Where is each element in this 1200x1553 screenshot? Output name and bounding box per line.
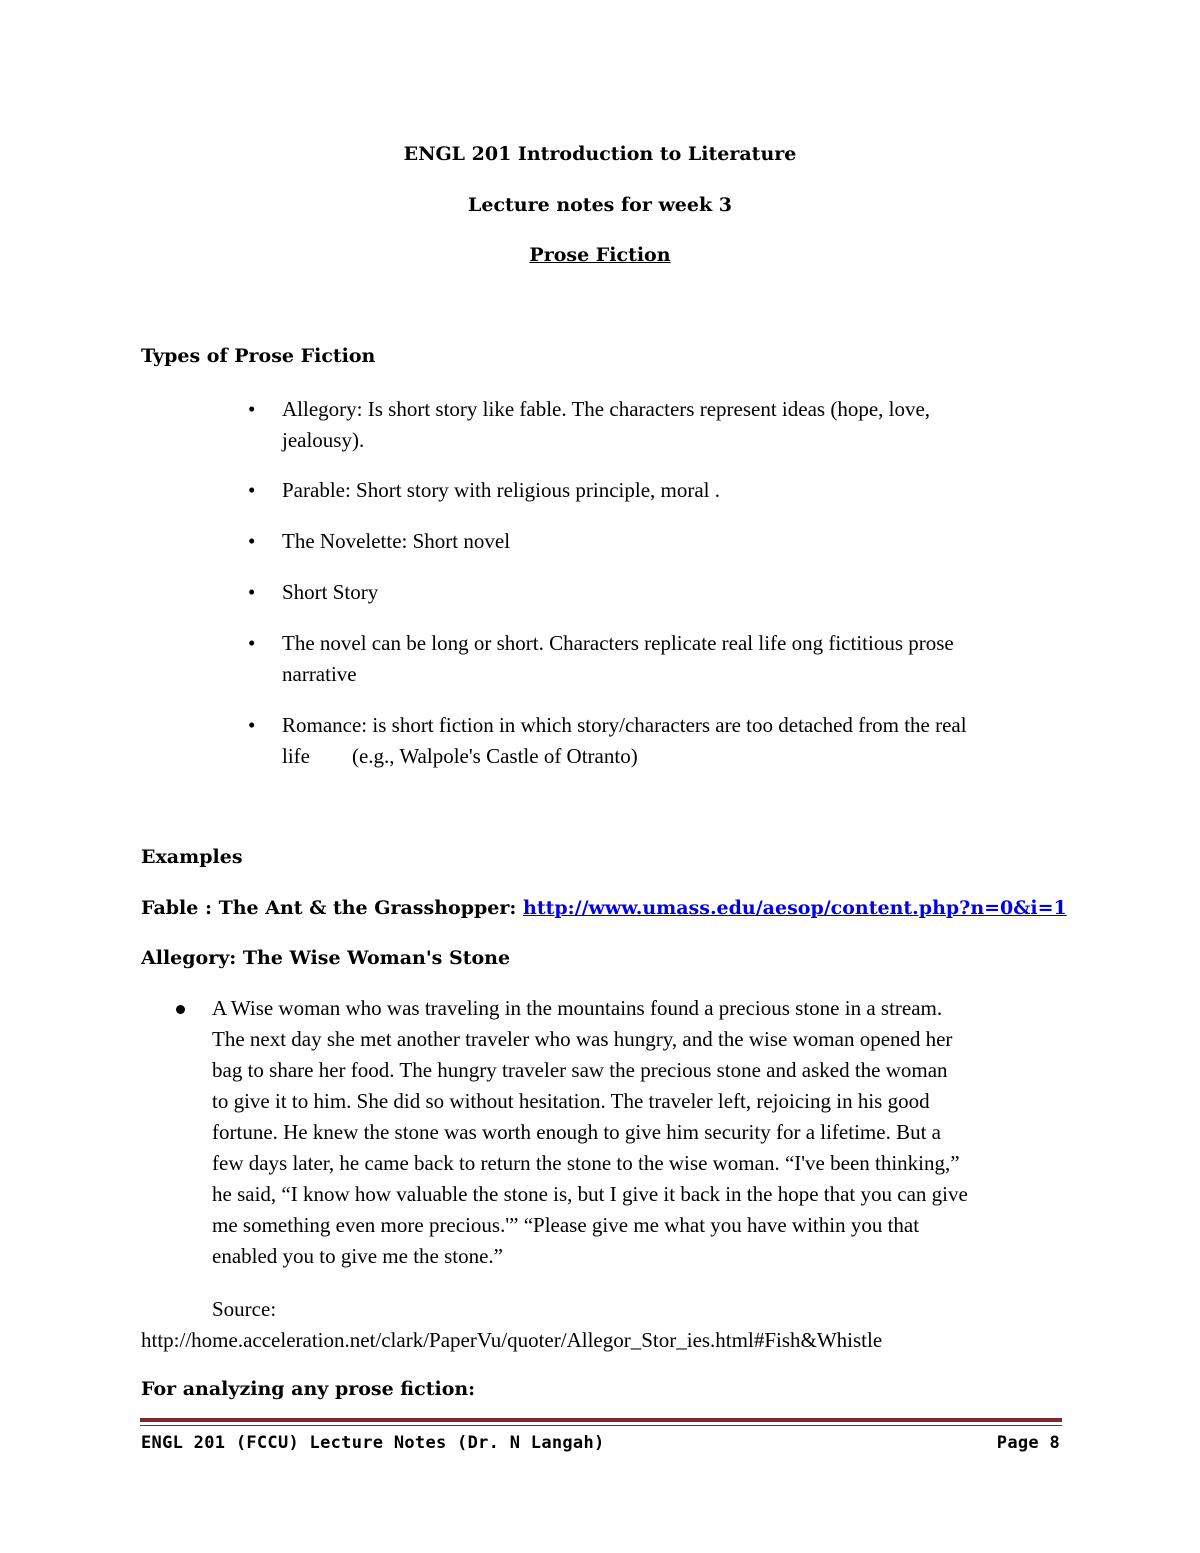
list-item-line: life (e.g., Walpole's Castle of Otranto) (282, 744, 638, 768)
source-label: Source: (212, 1297, 277, 1321)
list-item (244, 394, 1064, 452)
list-item-line: narrative (282, 662, 357, 686)
list-item (244, 628, 1064, 690)
story-block (170, 993, 1070, 1272)
bullet-icon: • (248, 631, 256, 655)
story-line: bag to share her food. The hungry traveler saw the precious stone and asked the woman (212, 1058, 948, 1082)
list-item-line: The Novelette: Short novel (282, 529, 511, 553)
footer-left: ENGL 201 (FCCU) Lecture Notes (Dr. N Langah) (141, 1433, 605, 1453)
footer-rule-thin (140, 1425, 1062, 1426)
examples-heading: Examples (141, 846, 243, 868)
story-line: fortune. He knew the stone was worth enough to give him security for a lifetime. But a (212, 1120, 941, 1144)
list-item-line: jealousy). (282, 428, 365, 452)
analyzing-heading: For analyzing any prose fiction: (141, 1378, 476, 1400)
story-line: few days later, he came back to return the stone to the wise woman. “I've been thinking,” (212, 1151, 960, 1175)
fable-link[interactable]: http://www.umass.edu/aesop/content.php?n=0&i=1 (523, 897, 1067, 919)
lecture-title: Lecture notes for week 3 (468, 194, 732, 216)
story-line: A Wise woman who was traveling in the mountains found a precious stone in a stream. (212, 996, 943, 1020)
list-item (244, 526, 1064, 557)
fable-label: Fable : The Ant & the Grasshopper: (141, 897, 517, 919)
story-line: me something even more precious.'” “Please give me what you have within you that (212, 1213, 920, 1237)
story-line: to give it to him. She did so without hesitation. The traveler left, rejoicing in his good (212, 1089, 930, 1113)
types-heading: Types of Prose Fiction (141, 345, 376, 367)
bullet-icon: • (248, 529, 256, 553)
topic-title-text: Prose Fiction (529, 244, 671, 266)
bullet-icon: • (248, 713, 256, 737)
list-item-line: Short Story (282, 580, 379, 604)
list-item (244, 577, 1064, 608)
story-text (170, 993, 1070, 1272)
list-item-line: Parable: Short story with religious principle, moral . (282, 478, 721, 502)
topic-title (0, 244, 1200, 266)
types-list (244, 394, 1064, 772)
fable-line (141, 897, 1067, 919)
allegory-heading: Allegory: The Wise Woman's Stone (141, 947, 511, 969)
footer-rule-thick (140, 1418, 1062, 1422)
list-item-line: Allegory: Is short story like fable. The characters represent ideas (hope, love, (282, 397, 931, 421)
bullet-icon (176, 1005, 185, 1014)
story-line: he said, “I know how valuable the stone is, but I give it back in the hope that you can give (212, 1182, 968, 1206)
bullet-icon: • (248, 397, 256, 421)
story-line: enabled you to give me the stone.” (212, 1244, 503, 1268)
list-item (244, 475, 1064, 506)
bullet-icon: • (248, 580, 256, 604)
course-title: ENGL 201 Introduction to Literature (403, 143, 797, 165)
source-url: http://home.acceleration.net/clark/PaperVu/quoter/Allegor_Stor_ies.html#Fish&Whistle (141, 1328, 883, 1352)
footer-page-number: Page 8 (996, 1433, 1060, 1453)
list-item-line: Romance: is short fiction in which story/characters are too detached from the real (282, 713, 967, 737)
list-item-line: The novel can be long or short. Characters replicate real life ong fictitious prose (282, 631, 954, 655)
story-line: The next day she met another traveler who was hungry, and the wise woman opened her (212, 1027, 953, 1051)
bullet-icon: • (248, 478, 256, 502)
list-item (244, 710, 1064, 772)
